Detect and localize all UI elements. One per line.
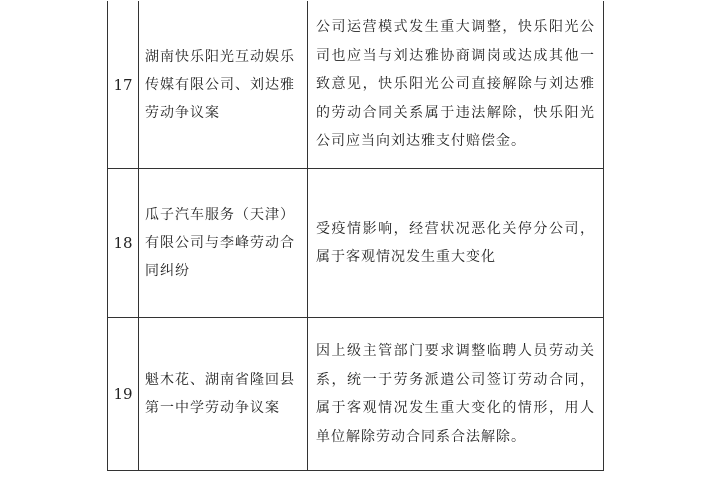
table-row	[108, 318, 604, 471]
case-table	[107, 0, 604, 471]
case-name: 瓜子汽车服务（天津）有限公司与李峰劳动合同纠纷	[139, 169, 308, 318]
row-number: 19	[108, 318, 139, 471]
table-top-edge	[107, 0, 604, 1]
case-name: 魁木花、湖南省隆回县第一中学劳动争议案	[139, 318, 308, 471]
case-reason: 公司运营模式发生重大调整，快乐阳光公司也应当与刘达雅协商调岗或达成其他一致意见，快乐阳光公司直接解除与刘达雅的劳动合同关系属于违法解除，快乐阳光公司应当向刘达雅支付赔偿金。	[308, 1, 604, 169]
case-reason: 受疫情影响，经营状况恶化关停分公司，属于客观情况发生重大变化	[308, 169, 604, 318]
case-reason: 因上级主管部门要求调整临聘人员劳动关系，统一于劳务派遣公司签订劳动合同，属于客观情况发生重大变化的情形，用人单位解除劳动合同系合法解除。	[308, 318, 604, 471]
row-number: 17	[108, 1, 139, 169]
row-number: 18	[108, 169, 139, 318]
table-row	[108, 1, 604, 169]
table-row	[108, 169, 604, 318]
case-name: 湖南快乐阳光互动娱乐传媒有限公司、刘达雅劳动争议案	[139, 1, 308, 169]
